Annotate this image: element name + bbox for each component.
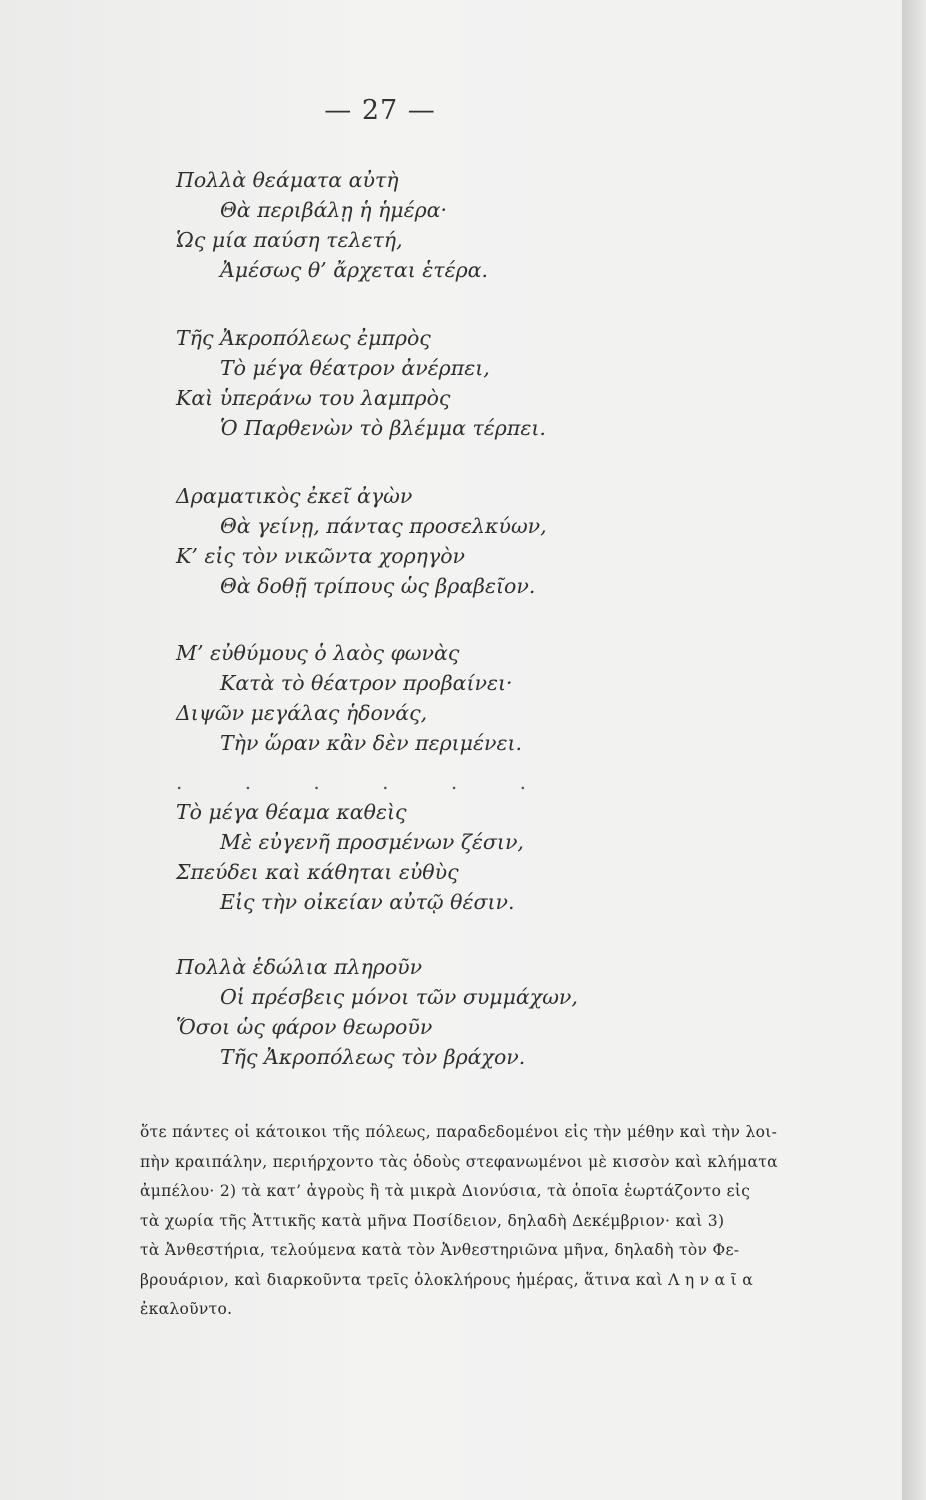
ellipsis-row: . . . . . . xyxy=(176,770,554,794)
verse-line: Πολλὰ θεάματα αὐτὴ xyxy=(176,168,399,192)
verse-line: Τῆς Ἀκροπόλεως ἐμπρὸς xyxy=(176,326,431,350)
footnote-line: βρουάριον, καὶ διαρκοῦντα τρεῖς ὁλοκλήρους ἡμέρας, ἅτινα καὶ Λ η ν α ῖ α xyxy=(140,1270,753,1289)
footnote-line: ὅτε πάντες οἱ κάτοικοι τῆς πόλεως, παραδεδομένοι εἰς τὴν μέθην καὶ τὴν λοι- xyxy=(140,1123,778,1141)
footnote-line: ἐκαλοῦντο. xyxy=(140,1300,233,1318)
stanza-3 xyxy=(176,481,736,601)
verse-line: Ὡς μία παύση τελετή, xyxy=(176,228,403,252)
verse-line: Τὸ μέγα θέατρον ἀνέρπει, xyxy=(220,356,490,380)
verse-line: Καὶ ὑπεράνω του λαμπρὸς xyxy=(176,386,451,410)
verse-line: Ἀμέσως θ’ ἄρχεται ἑτέρα. xyxy=(220,258,489,282)
verse-line: Θὰ περιβάλῃ ἡ ἡμέρα· xyxy=(220,198,448,222)
verse-line: Θὰ γείνῃ, πάντας προσελκύων, xyxy=(220,514,547,538)
verse-line: Εἰς τὴν οἰκείαν αὐτῷ θέσιν. xyxy=(220,890,515,914)
verse-line: Μ’ εὐθύμους ὁ λαὸς φωνὰς xyxy=(176,641,460,665)
footnote-line: τὰ χωρία τῆς Ἀττικῆς κατὰ μῆνα Ποσίδειον, δηλαδὴ Δεκέμβριον· καὶ 3) xyxy=(140,1211,725,1230)
stanza-5 xyxy=(176,797,736,917)
verse-line: Διψῶν μεγάλας ἡδονάς, xyxy=(176,701,428,725)
verse-line: Τὴν ὥραν κἂν δὲν περιμένει. xyxy=(220,731,523,755)
footnote-line: τὰ Ἀνθεστήρια, τελούμενα κατὰ τὸν Ἀνθεστηριῶνα μῆνα, δηλαδὴ τὸν Φε- xyxy=(140,1241,740,1259)
page-edge xyxy=(902,0,926,1500)
stanza-2 xyxy=(176,323,736,443)
verse-line: Ὅσοι ὡς φάρον θεωροῦν xyxy=(176,1015,433,1039)
footnote-line: ἀμπέλου· 2) τὰ κατ’ ἀγροὺς ἢ τὰ μικρὰ Διονύσια, τὰ ὁποῖα ἑωρτάζοντο εἰς xyxy=(140,1182,751,1200)
verse-line: Πολλὰ ἑδώλια πληροῦν xyxy=(176,955,423,979)
verse-line: Τὸ μέγα θέαμα καθεὶς xyxy=(176,800,407,824)
verse-line: Μὲ εὐγενῆ προσμένων ζέσιν, xyxy=(220,830,524,854)
verse-line: Τῆς Ἀκροπόλεως τὸν βράχον. xyxy=(220,1045,526,1069)
verse-line: Σπεύδει καὶ κάθηται εὐθὺς xyxy=(176,860,459,884)
verse-line: Κατὰ τὸ θέατρον προβαίνει· xyxy=(220,671,513,695)
footnote-line: πὴν κραιπάλην, περιήρχοντο τὰς ὁδοὺς στεφανωμένοι μὲ κισσὸν καὶ κλήματα xyxy=(140,1152,778,1171)
stanza-1 xyxy=(176,165,736,285)
verse-line: Θὰ δοθῇ τρίπους ὡς βραβεῖον. xyxy=(220,574,536,598)
verse-line: Δραματικὸς ἐκεῖ ἀγὼν xyxy=(176,484,413,508)
verse-line: Κ’ εἰς τὸν νικῶντα χορηγὸν xyxy=(176,544,466,568)
verse-line: Οἱ πρέσβεις μόνοι τῶν συμμάχων, xyxy=(220,985,578,1009)
stanza-6 xyxy=(176,952,736,1072)
page-number: — 27 — xyxy=(324,95,436,126)
stanza-4 xyxy=(176,638,736,758)
footnote xyxy=(140,1118,790,1325)
verse-line: Ὁ Παρθενὼν τὸ βλέμμα τέρπει. xyxy=(220,416,546,440)
